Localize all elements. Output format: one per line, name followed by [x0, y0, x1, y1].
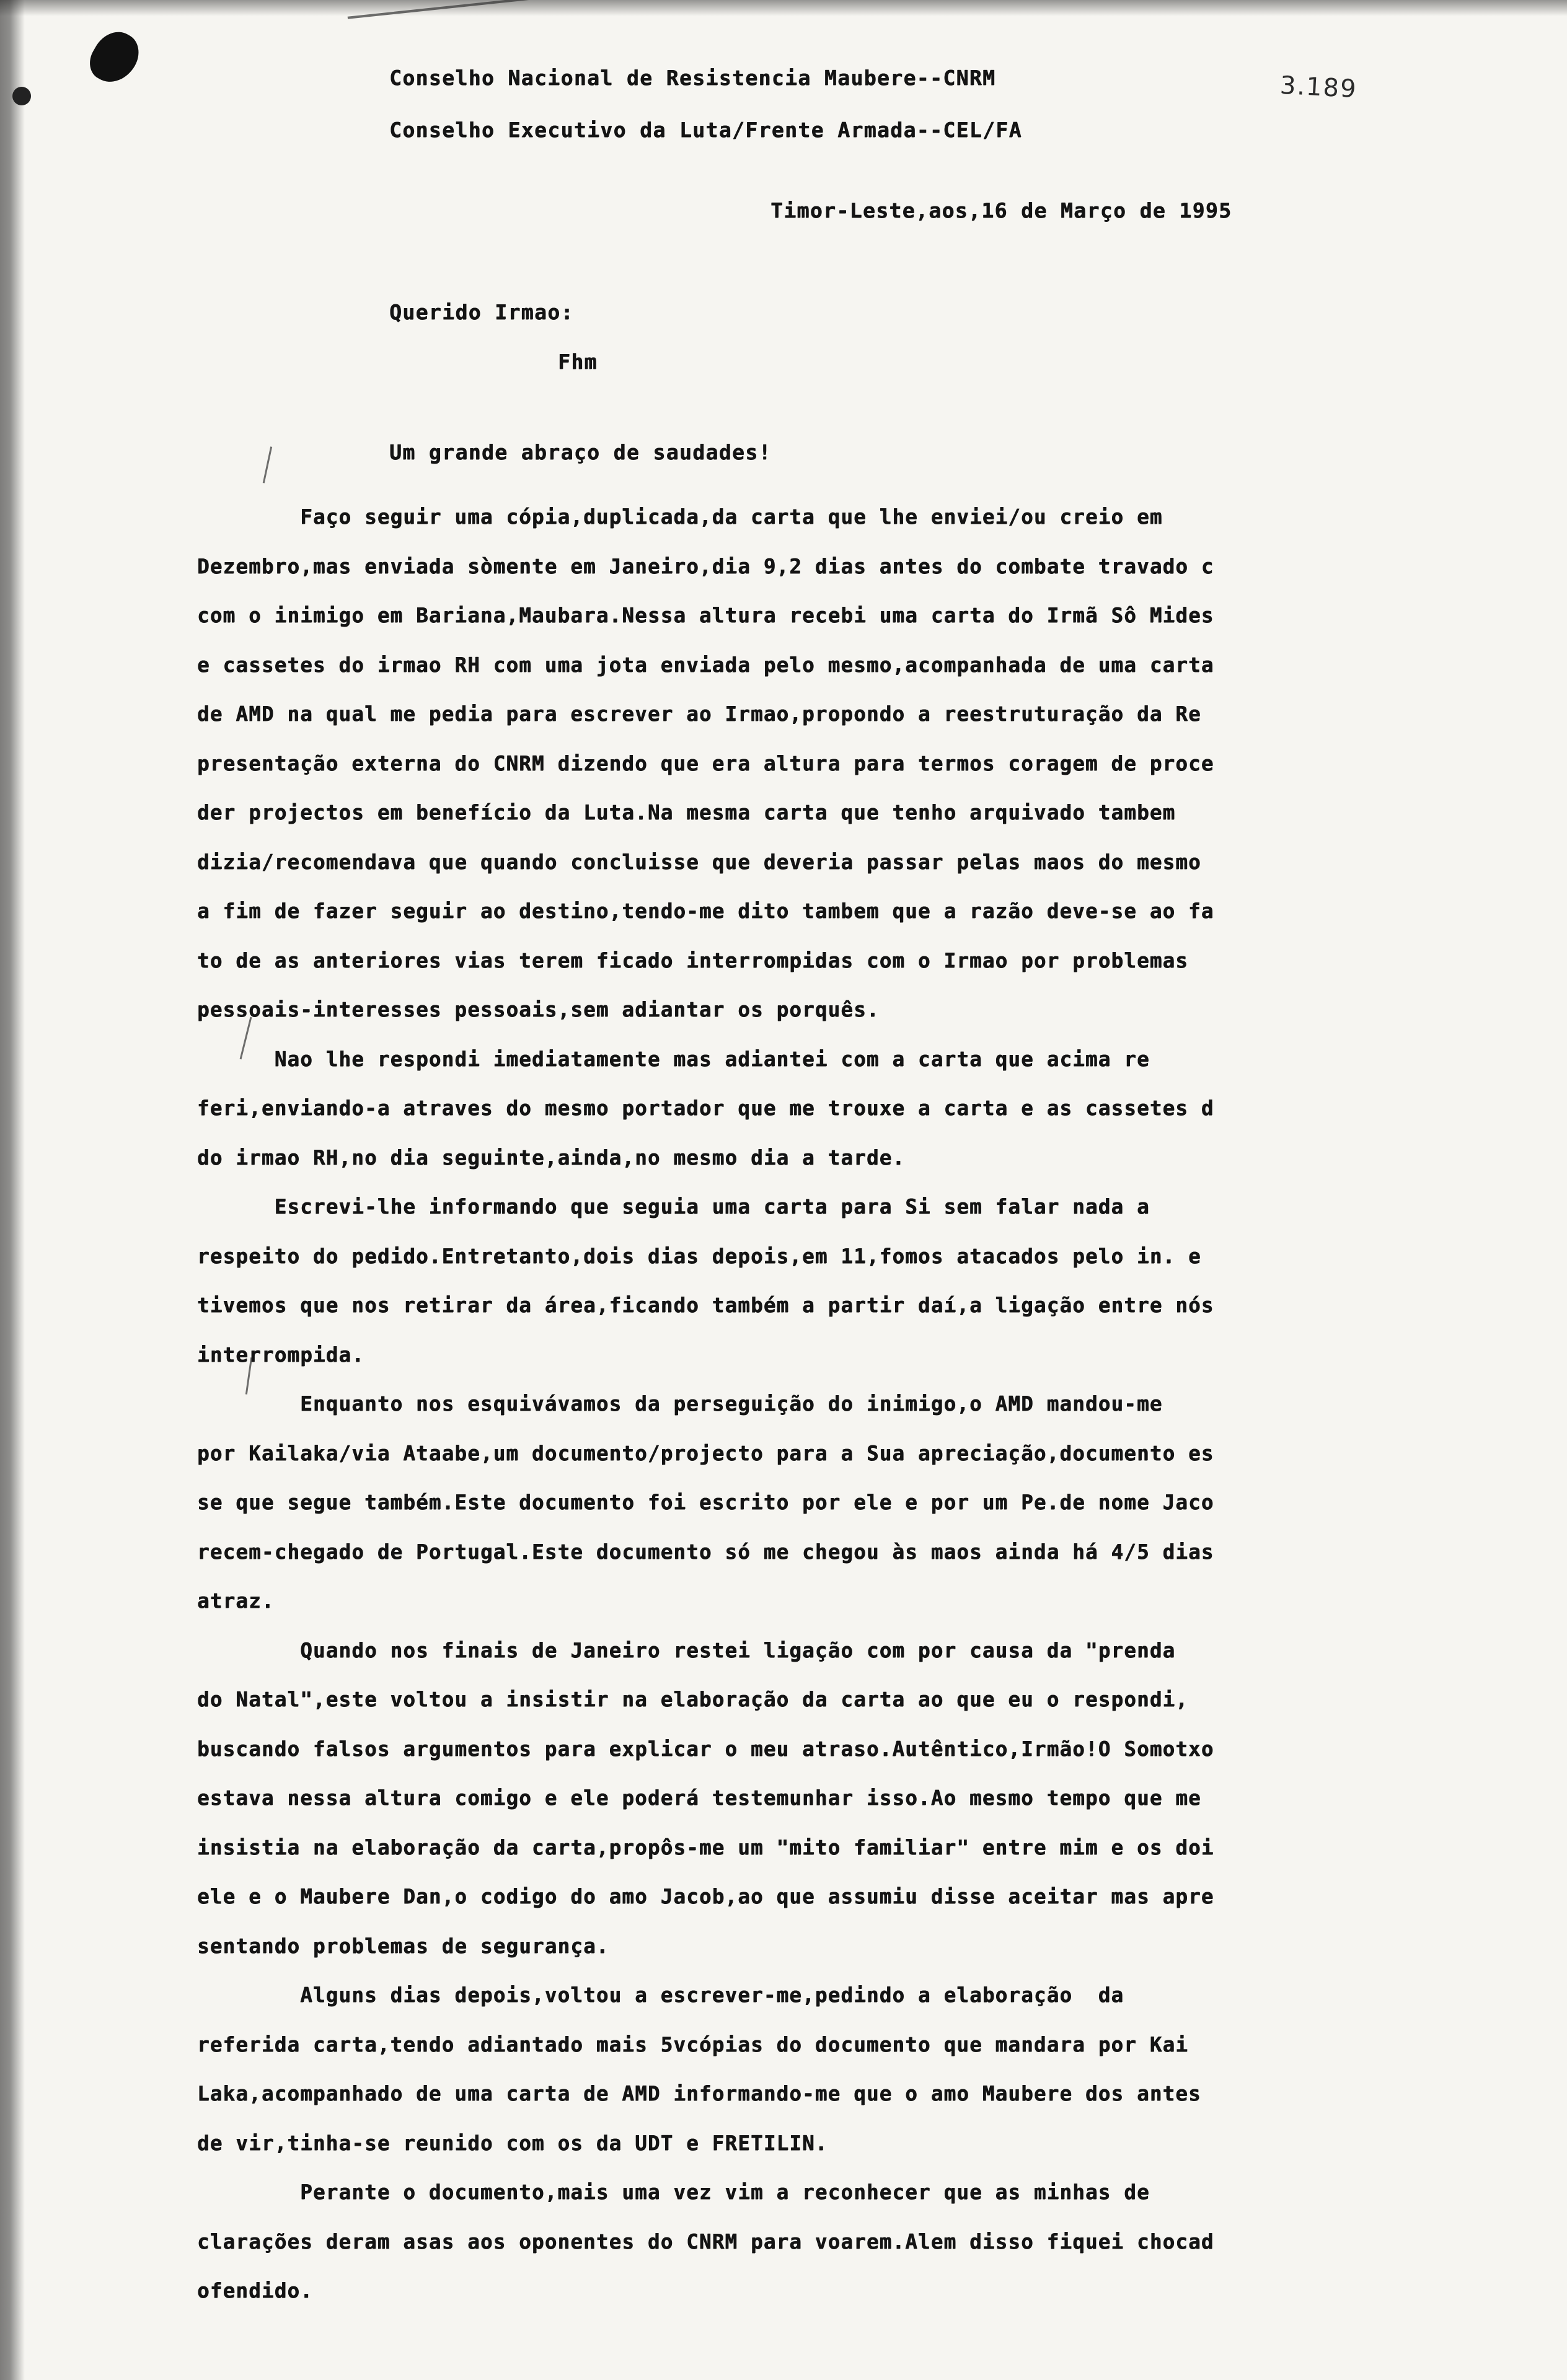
body-line: se que segue também.Este documento foi escrito por ele e por um Pe.de nome Jaco [197, 1491, 1214, 1514]
archive-number: 3.189 [1279, 71, 1358, 104]
body-line: de AMD na qual me pedia para escrever ao Irmao,propondo a reestruturação da Re [197, 702, 1201, 726]
body-line: do irmao RH,no dia seguinte,ainda,no mesmo dia a tarde. [197, 1145, 906, 1170]
body-line: respeito do pedido.Entretanto,dois dias depois,em 11,fomos atacados pelo in. e [197, 1244, 1201, 1268]
body-line: der projectos em benefício da Luta.Na mesma carta que tenho arquivado tambem [197, 801, 1176, 824]
body-line: recem-chegado de Portugal.Este documento só me chegou às maos ainda há 4/5 dias [197, 1540, 1214, 1564]
body-line: Enquanto nos esquivávamos da perseguição do inimigo,o AMD mandou-me [197, 1392, 1163, 1416]
body-line: referida carta,tendo adiantado mais 5vcópias do documento que mandara por Kai [197, 2032, 1189, 2056]
scan-shadow-top [0, 0, 1567, 16]
body-line: Quando nos finais de Janeiro restei ligação com por causa da "prenda [197, 1638, 1176, 1662]
body-line: insistia na elaboração da carta,propôs-me um "mito familiar" entre mim e os doi [197, 1835, 1214, 1859]
body-line: Escrevi-lhe informando que seguia uma carta para Si sem falar nada a [197, 1195, 1150, 1219]
body-line: por Kailaka/via Ataabe,um documento/projecto para a Sua apreciação,documento es [197, 1441, 1214, 1465]
body-line: estava nessa altura comigo e ele poderá testemunhar isso.Ao mesmo tempo que me [197, 1786, 1201, 1810]
body-line: e cassetes do irmao RH com uma jota enviada pelo mesmo,acompanhada de uma carta [197, 653, 1214, 677]
body-line: pessoais-interesses pessoais,sem adiantar os porquês. [197, 998, 880, 1021]
body-line: interrompida. [197, 1342, 364, 1367]
scan-shadow-left [0, 0, 25, 2380]
header-org-line-1: Conselho Nacional de Resistencia Maubere--CNRM [389, 66, 996, 90]
body-line: ofendido. [197, 2279, 313, 2303]
body-line: a fim de fazer seguir ao destino,tendo-me dito tambem que a razão deve-se ao fa [197, 899, 1214, 923]
addressee: Fhm [558, 350, 598, 374]
body-line: Dezembro,mas enviada sòmente em Janeiro,dia 9,2 dias antes do combate travado c [197, 554, 1214, 578]
body-line: dizia/recomendava que quando concluisse que deveria passar pelas maos do mesmo [197, 850, 1201, 874]
body-line: buscando falsos argumentos para explicar o meu atraso.Autêntico,Irmão!O Somotxo [197, 1737, 1214, 1761]
body-line: Laka,acompanhado de uma carta de AMD informando-me que o amo Maubere dos antes [197, 2082, 1201, 2105]
body-line: Faço seguir uma cópia,duplicada,da carta que lhe enviei/ou creio em [197, 505, 1163, 529]
body-line: com o inimigo em Bariana,Maubara.Nessa altura recebi uma carta do Irmã Sô Mides [197, 604, 1214, 627]
body-line: Nao lhe respondi imediatamente mas adiantei com a carta que acima re [197, 1047, 1150, 1071]
header-org-line-2: Conselho Executivo da Luta/Frente Armada--CEL/FA [389, 118, 1022, 142]
body-line: tivemos que nos retirar da área,ficando também a partir daí,a ligação entre nós [197, 1294, 1214, 1317]
body-line: de vir,tinha-se reunido com os da UDT e FRETILIN. [197, 2131, 828, 2155]
ink-spot [12, 87, 31, 105]
body-line: Alguns dias depois,voltou a escrever-me,pedindo a elaboração da [197, 1983, 1124, 2007]
body-line: presentação externa do CNRM dizendo que era altura para termos coragem de proce [197, 751, 1214, 775]
body-line: Perante o documento,mais uma vez vim a reconhecer que as minhas de [197, 2180, 1150, 2204]
ink-blot [82, 24, 146, 91]
greeting: Um grande abraço de saudades! [389, 440, 772, 464]
body-line: ele e o Maubere Dan,o codigo do amo Jacob,ao que assumiu disse aceitar mas apre [197, 1885, 1214, 1908]
body-line: feri,enviando-a atraves do mesmo portador que me trouxe a carta e as cassetes d [197, 1096, 1214, 1120]
body-line: do Natal",este voltou a insistir na elaboração da carta ao que eu o respondi, [197, 1688, 1189, 1711]
margin-mark [263, 446, 272, 483]
body-line: atraz. [197, 1589, 275, 1613]
salutation: Querido Irmao: [389, 300, 574, 324]
body-line: sentando problemas de segurança. [197, 1934, 609, 1958]
body-line: clarações deram asas aos oponentes do CNRM para voarem.Alem disso fiquei chocad [197, 2229, 1214, 2254]
date-line: Timor-Leste,aos,16 de Março de 1995 [770, 198, 1232, 223]
body-line: to de as anteriores vias terem ficado interrompidas com o Irmao por problemas [197, 948, 1189, 972]
letter-body [197, 493, 1437, 2316]
